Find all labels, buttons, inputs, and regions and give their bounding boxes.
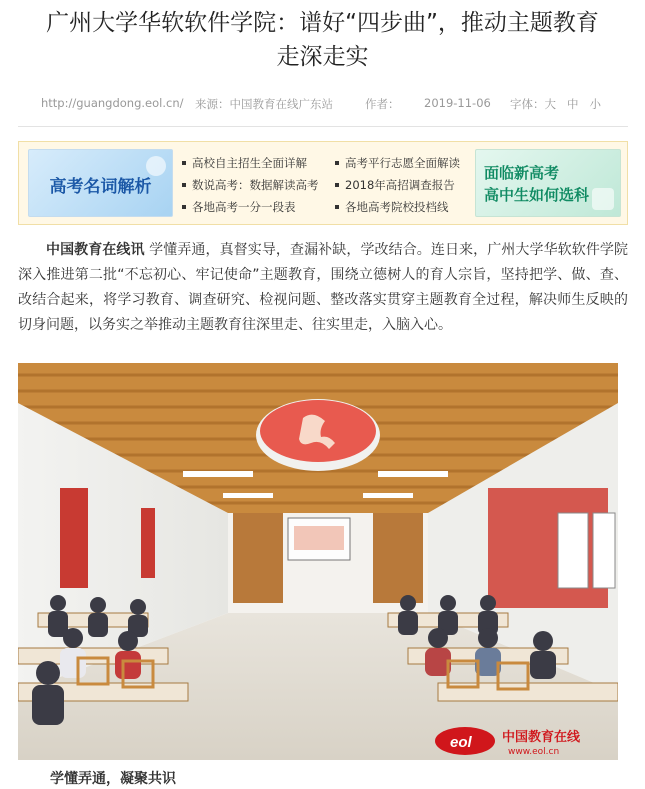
bullet-icon (182, 205, 186, 209)
article-title-line1: 广州大学华软软件学院：谱好“四步曲”，推动主题教育 (46, 10, 599, 36)
classroom-photo (18, 363, 618, 760)
article-meta (0, 96, 645, 114)
bullet-icon (182, 161, 186, 165)
article-title (0, 6, 645, 74)
right-ad-line1: 面临新高考 (484, 164, 560, 182)
header-divider (18, 126, 628, 127)
promo-link[interactable] (335, 196, 449, 218)
right-ad-button[interactable] (475, 149, 621, 217)
font-size-control (510, 96, 601, 112)
right-ad-text (484, 162, 589, 206)
right-ad-line2: 高中生如何选科 (484, 186, 590, 204)
watermark-logo: eol (450, 734, 472, 751)
bullet-icon (335, 161, 339, 165)
promo-link-text: 数说高考：数据解读高考 (192, 178, 319, 192)
author-label: 作者： (365, 97, 400, 111)
watermark-cn: 中国教育在线 (502, 730, 581, 745)
lead-source: 中国教育在线讯 (46, 242, 145, 258)
eol-watermark (435, 727, 581, 757)
promo-link[interactable] (335, 152, 460, 174)
font-size-small-button[interactable]: 小 (589, 97, 601, 111)
bullet-icon (182, 183, 186, 187)
article-photo (18, 363, 618, 760)
photo-caption: 学懂弄通，凝聚共识 (50, 771, 176, 787)
promo-banner (18, 141, 628, 225)
article-paragraph (18, 238, 628, 338)
source-url-link[interactable]: http://guangdong.eol.cn/ (41, 96, 184, 110)
bullet-icon (335, 183, 339, 187)
left-ad-text: 高考名词解析 (49, 177, 152, 197)
font-size-label: 字体： (510, 97, 545, 111)
publish-date: 2019-11-06 (424, 96, 491, 110)
promo-link-text: 高考平行志愿全面解读 (345, 156, 460, 170)
promo-link[interactable] (335, 174, 455, 196)
promo-link[interactable] (182, 174, 319, 196)
promo-link-text: 高校自主招生全面详解 (192, 156, 307, 170)
font-size-medium-button[interactable]: 中 (566, 97, 579, 111)
watermark-url: www.eol.cn (508, 747, 560, 757)
promo-link-text: 2018年高招调查报告 (345, 178, 455, 192)
promo-link-text: 各地高考一分一段表 (192, 200, 296, 214)
font-size-large-button[interactable]: 大 (544, 97, 556, 111)
article-title-line2: 走深走实 (276, 44, 369, 70)
paragraph-text: 学懂弄通，真督实导，查漏补缺，学改结合。连日来，广州大学华软软件学院深入推进第二批“不忘初心、牢记使命”主题教育，围绕立德树人的育人宗旨，坚持把学、做、查、改结合起来，将学习教育、调查研究、检视问题、整改落实贯穿主题教育全过程，解决师生反映的切身问题，以务实之举推动主题教育往深里走、往实里走，入脑入心。 (18, 242, 628, 333)
ad-decoration (592, 188, 614, 210)
source-label: 来源：中国教育在线广东站 (195, 97, 333, 111)
promo-link[interactable] (182, 196, 296, 218)
promo-link-text: 各地高考院校投档线 (345, 200, 449, 214)
bullet-icon (335, 205, 339, 209)
promo-link[interactable] (182, 152, 307, 174)
left-ad-button[interactable] (28, 149, 173, 217)
